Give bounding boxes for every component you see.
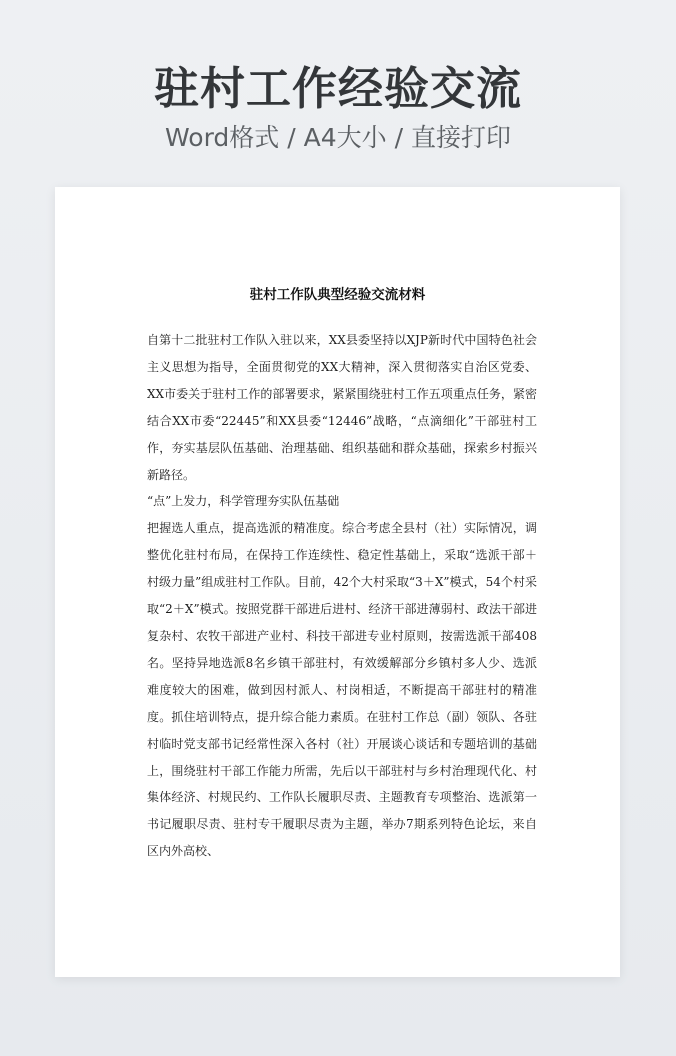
banner-subtitle: Word格式 / A4大小 / 直接打印 (165, 123, 511, 152)
banner-title: 驻村工作经验交流 (153, 62, 522, 115)
document-body (147, 327, 537, 865)
document-title: 驻村工作队典型经验交流材料 (249, 287, 426, 303)
document-page (55, 187, 620, 977)
section-heading: “点”上发力，科学管理夯实队伍基础 (147, 494, 340, 509)
paragraph-body: 把握选人重点，提高选派的精准度。综合考虑全县村（社）实际情况，调整优化驻村布局，在保持工作连续性、稳定性基础上，采取“选派干部＋村级力量”组成驻村工作队。目前，42个大村采取“3＋X”模式，54个村采取“2＋X”模式。按照党群干部进后进村、经济干部进薄弱村、政法干部进复杂村、农牧干部进产业村、科技干部进专业村原则，按需选派干部408名。坚持异地选派8名乡镇干部驻村，有效缓解部分乡镇村多人少、选派难度较大的困难，做到因村派人、村岗相适，不断提高干部驻村的精准度。抓住培训特点，提升综合能力素质。在驻村工作总（副）领队、各驻村临时党支部书记经常性深入各村（社）开展谈心谈话和专题培训的基础上，围绕驻村干部工作能力所需，先后以干部驻村与乡村治理现代化、村集体经济、村规民约、工作队长履职尽责、主题教育专项整治、选派第一书记履职尽责、驻村专干履职尽责为主题，举办7期系列特色论坛，来自区内外高校、 (147, 521, 537, 859)
paragraph-intro: 自第十二批驻村工作队入驻以来，XX县委坚持以XJP新时代中国特色社会主义思想为指导，全面贯彻党的XX大精神，深入贯彻落实自治区党委、XX市委关于驻村工作的部署要求，紧紧围绕驻村工作五项重点任务，紧密结合XX市委“22445”和XX县委“12446”战略，“点滴细化”干部驻村工作，夯实基层队伍基础、治理基础、组织基础和群众基础，探索乡村振兴新路径。 (147, 333, 537, 482)
banner (0, 60, 676, 156)
